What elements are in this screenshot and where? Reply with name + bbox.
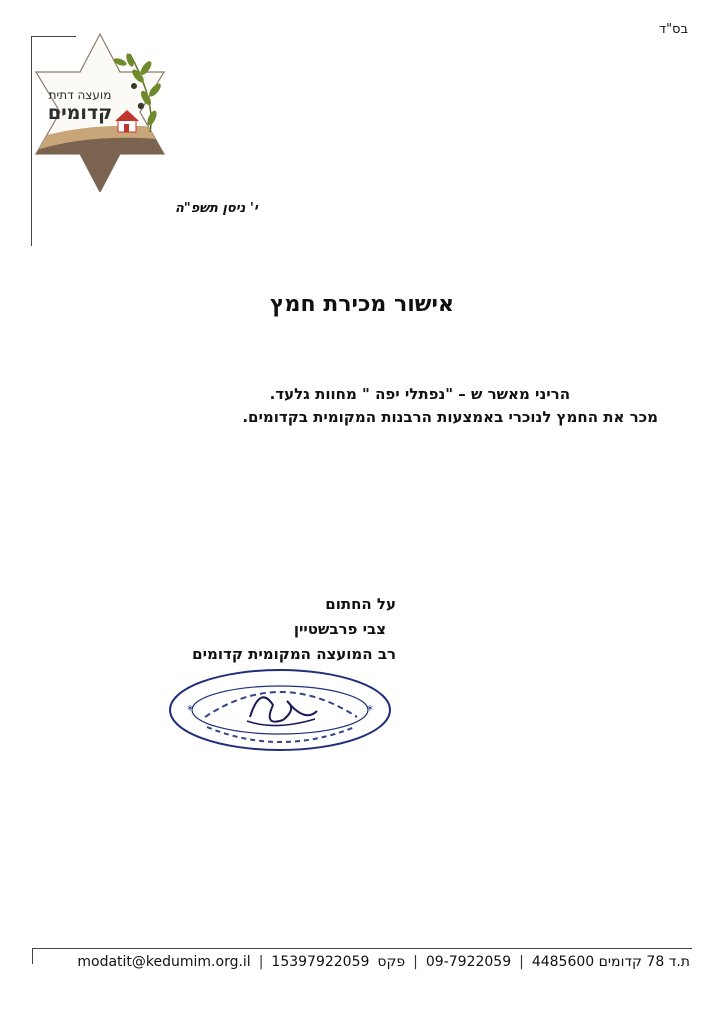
footer-fax: 15397922059 [271,954,370,970]
footer-tick [32,948,33,964]
signature-block [192,592,396,667]
handwritten-signature-icon [247,697,317,725]
footer-contact-line [40,954,690,970]
footer-separator: | [519,954,524,970]
footer-separator: | [413,954,418,970]
footer-address: ת.ד 78 קדומים 4485600 [531,954,690,970]
logo-text-line1: מועצה דתית [48,88,112,102]
signature-line-2: צבי פרבשטיין [293,620,386,638]
body-line-1: הריני מאשר ש – "נפתלי יפה " מחוות גלעד. [269,385,570,403]
svg-text:*: * [187,703,193,717]
council-logo [30,32,170,192]
footer-rule [32,948,692,949]
footer-fax-label: פקס [377,954,406,970]
document-date: י' ניסן תשפ"ה [175,201,258,216]
svg-text:*: * [367,703,373,717]
footer-email[interactable]: modatit@kedumim.org.il [77,954,251,970]
page-title: אישור מכירת חמץ [269,292,454,317]
footer-separator: | [258,954,264,970]
signature-line-3: רב המועצה המקומית קדומים [192,645,396,663]
footer-phone: 09-7922059 [425,954,512,970]
corner-mark: בס"ד [658,22,688,37]
rabbi-stamp [165,665,395,755]
certificate-body [58,383,658,429]
stamp-seal-icon [165,665,395,755]
signature-line-1: על החתום [325,595,396,613]
body-line-2: מכר את החמץ לנוכרי באמצעות הרבנות המקומית בקדומים. [242,408,658,426]
logo-text-line2: קדומים [47,102,113,124]
